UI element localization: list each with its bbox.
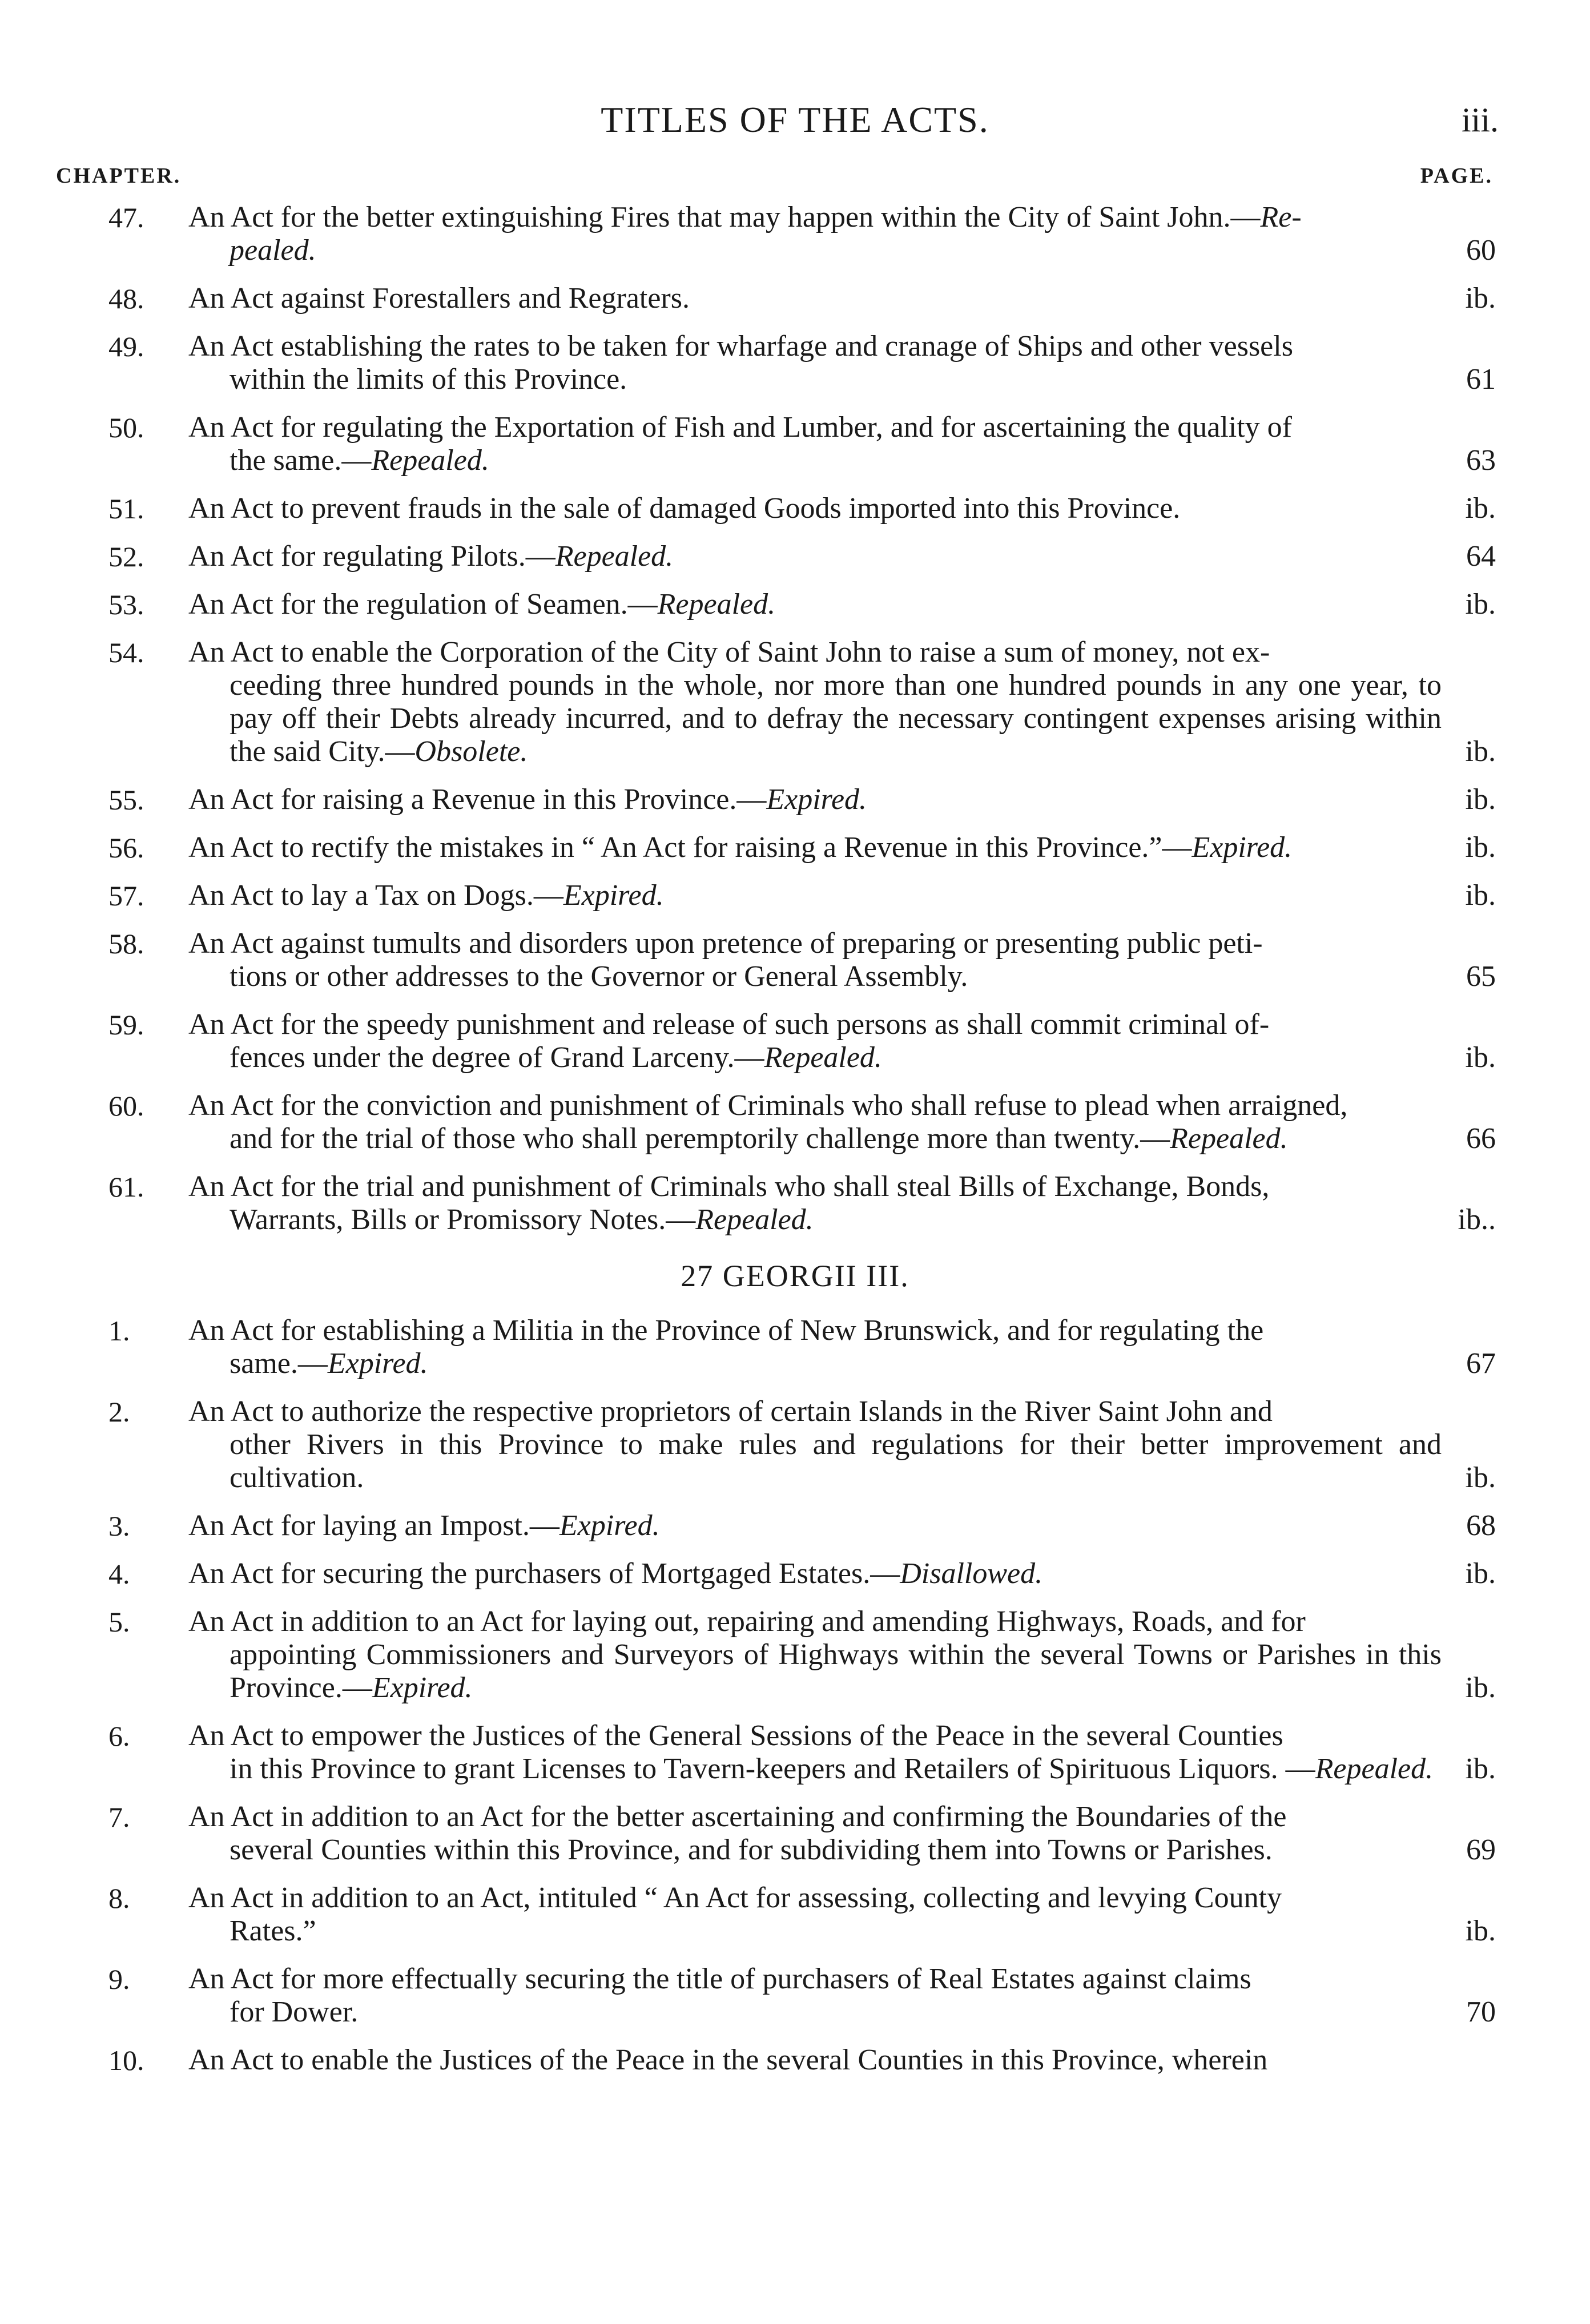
acts-list bbox=[0, 201, 1590, 2092]
act-title-first-line: An Act for regulating the Exportation of Fish and Lumber, and for ascertaining the quality of bbox=[188, 411, 1292, 444]
chapter-number: 10. bbox=[108, 2044, 144, 2076]
act-title bbox=[188, 1170, 1442, 1236]
status-note: Repealed. bbox=[371, 444, 489, 477]
page-reference: ib. bbox=[1465, 879, 1496, 912]
act-title-first-line: An Act establishing the rates to be taken for wharfage and cranage of Ships and other vessels bbox=[188, 330, 1293, 363]
page-reference: 70 bbox=[1466, 1996, 1496, 2028]
act-title-continuation bbox=[188, 960, 1442, 993]
continuation-text: Rates.” bbox=[230, 1915, 316, 1947]
page-reference: ib. bbox=[1465, 282, 1496, 315]
act-entry bbox=[0, 1509, 1590, 1542]
act-entry bbox=[0, 411, 1590, 477]
status-note: Expired. bbox=[327, 1347, 428, 1380]
act-title-continuation bbox=[188, 1428, 1442, 1495]
status-note: Repealed. bbox=[695, 1203, 814, 1236]
page-reference: 69 bbox=[1466, 1834, 1496, 1866]
act-entry bbox=[0, 879, 1590, 912]
act-title-continuation bbox=[188, 1915, 1442, 1948]
chapter-number: 6. bbox=[108, 1720, 130, 1752]
chapter-number: 58. bbox=[108, 928, 144, 960]
act-title-first-line: An Act to empower the Justices of the General Sessions of the Peace in the several Counties bbox=[188, 1719, 1283, 1752]
act-title-first-line: An Act to rectify the mistakes in “ An Act for raising a Revenue in this Province.”— bbox=[188, 831, 1192, 864]
status-note: Expired. bbox=[563, 879, 664, 912]
continuation-text: several Counties within this Province, and for subdividing them into Towns or Parishes. bbox=[230, 1834, 1273, 1866]
page-reference: ib. bbox=[1465, 588, 1496, 621]
act-title-first-line: An Act against tumults and disorders upon pretence of preparing or presenting public peti- bbox=[188, 927, 1263, 960]
acts-group-27-georgii bbox=[0, 1314, 1590, 2077]
status-note: Disallowed. bbox=[900, 1557, 1043, 1590]
act-title bbox=[188, 927, 1442, 993]
act-title-first-line: An Act for the speedy punishment and release of such persons as shall commit criminal of- bbox=[188, 1008, 1270, 1041]
act-title-first-line: An Act for establishing a Militia in the Province of New Brunswick, and for regulating the bbox=[188, 1314, 1264, 1347]
act-title bbox=[188, 636, 1442, 768]
acts-group-26-georgii bbox=[0, 201, 1590, 1236]
act-entry bbox=[0, 1089, 1590, 1155]
act-entry bbox=[0, 1395, 1590, 1495]
chapter-number: 5. bbox=[108, 1606, 130, 1638]
act-title-continuation bbox=[188, 1122, 1442, 1155]
continuation-text: same.— bbox=[230, 1347, 328, 1380]
act-title-first-line: An Act to authorize the respective proprietors of certain Islands in the River Saint John and bbox=[188, 1395, 1273, 1428]
status-note: Repealed. bbox=[764, 1041, 882, 1074]
act-title bbox=[188, 1008, 1442, 1074]
act-entry bbox=[0, 1605, 1590, 1705]
page-reference: ib. bbox=[1465, 492, 1496, 525]
act-title-continuation bbox=[188, 1041, 1442, 1074]
act-entry bbox=[0, 588, 1590, 621]
act-title-continuation bbox=[188, 669, 1442, 768]
act-title-continuation bbox=[188, 1834, 1442, 1867]
chapter-number: 9. bbox=[108, 1963, 130, 1995]
act-title-first-line: An Act for regulating Pilots.— bbox=[188, 540, 556, 573]
status-note: Expired. bbox=[372, 1671, 473, 1704]
act-entry bbox=[0, 282, 1590, 315]
status-note: Expired. bbox=[1192, 831, 1293, 864]
act-title-first-line: An Act for the trial and punishment of Criminals who shall steal Bills of Exchange, Bonds, bbox=[188, 1170, 1270, 1203]
chapter-number: 7. bbox=[108, 1801, 130, 1833]
act-title-continuation bbox=[188, 1996, 1442, 2029]
act-title bbox=[188, 1089, 1442, 1155]
act-title bbox=[188, 1605, 1442, 1705]
page-reference: ib. bbox=[1465, 1671, 1496, 1704]
page-reference: ib. bbox=[1465, 783, 1496, 816]
continuation-text: and for the trial of those who shall peremptorily challenge more than twenty.— bbox=[230, 1122, 1170, 1155]
act-entry bbox=[0, 636, 1590, 768]
act-title bbox=[188, 411, 1442, 477]
chapter-number: 55. bbox=[108, 784, 144, 816]
page-reference: 63 bbox=[1466, 444, 1496, 477]
page-reference: 64 bbox=[1466, 540, 1496, 573]
page-reference: ib. bbox=[1465, 1915, 1496, 1947]
act-entry bbox=[0, 783, 1590, 816]
page-reference: ib. bbox=[1465, 735, 1496, 768]
act-entry bbox=[0, 540, 1590, 573]
status-note: Obsolete. bbox=[414, 735, 528, 768]
page-reference: ib. bbox=[1465, 1753, 1496, 1785]
act-title bbox=[188, 2044, 1442, 2077]
status-note: Re- bbox=[1260, 201, 1302, 233]
act-title-first-line: An Act in addition to an Act for laying out, repairing and amending Highways, Roads, and for bbox=[188, 1605, 1306, 1638]
act-title bbox=[188, 492, 1442, 525]
act-entry bbox=[0, 492, 1590, 525]
chapter-column-header: CHAPTER. bbox=[56, 164, 182, 188]
status-note: Repealed. bbox=[555, 540, 674, 573]
act-entry bbox=[0, 1719, 1590, 1786]
continuation-text: within the limits of this Province. bbox=[230, 363, 627, 396]
act-title bbox=[188, 879, 1442, 912]
act-entry bbox=[0, 1008, 1590, 1074]
page-reference: 68 bbox=[1466, 1509, 1496, 1542]
chapter-number: 51. bbox=[108, 493, 144, 525]
act-title bbox=[188, 1509, 1442, 1542]
act-entry bbox=[0, 1882, 1590, 1948]
act-title bbox=[188, 1801, 1442, 1867]
act-title bbox=[188, 1314, 1442, 1380]
continuation-text: the same.— bbox=[230, 444, 372, 477]
act-entry bbox=[0, 201, 1590, 267]
act-title-continuation bbox=[188, 1347, 1442, 1380]
act-title bbox=[188, 831, 1442, 864]
act-title-first-line: An Act for the conviction and punishment of Criminals who shall refuse to plead when arraigned, bbox=[188, 1089, 1348, 1122]
chapter-number: 3. bbox=[108, 1510, 130, 1542]
act-title-first-line: An Act to enable the Corporation of the City of Saint John to raise a sum of money, not ex- bbox=[188, 636, 1270, 668]
act-entry bbox=[0, 927, 1590, 993]
act-title-continuation bbox=[188, 1753, 1442, 1786]
chapter-number: 2. bbox=[108, 1396, 130, 1428]
chapter-number: 49. bbox=[108, 331, 144, 363]
chapter-number: 48. bbox=[108, 283, 144, 315]
page-reference: ib. bbox=[1465, 831, 1496, 864]
chapter-number: 8. bbox=[108, 1882, 130, 1914]
status-note: Repealed. bbox=[657, 588, 776, 621]
act-title bbox=[188, 1963, 1442, 2029]
page-reference: 65 bbox=[1466, 960, 1496, 993]
act-title-first-line: An Act for more effectually securing the title of purchasers of Real Estates against claims bbox=[188, 1963, 1251, 1995]
act-entry bbox=[0, 330, 1590, 396]
status-note: Expired. bbox=[559, 1509, 660, 1542]
act-title bbox=[188, 540, 1442, 573]
act-entry bbox=[0, 1314, 1590, 1380]
act-title-first-line: An Act to lay a Tax on Dogs.— bbox=[188, 879, 563, 912]
continuation-text: ceeding three hundred pounds in the whole, nor more than one hundred pounds in any one year, to pay off their Debts already incurred, and to defray the necessary contingent expenses arising within the said City.— bbox=[230, 669, 1442, 768]
chapter-number: 59. bbox=[108, 1009, 144, 1041]
act-entry bbox=[0, 2044, 1590, 2077]
act-title bbox=[188, 1395, 1442, 1495]
chapter-number: 1. bbox=[108, 1315, 130, 1347]
act-title-first-line: An Act in addition to an Act, intituled “ An Act for assessing, collecting and levying County bbox=[188, 1882, 1282, 1914]
page-reference: ib.. bbox=[1458, 1203, 1496, 1236]
act-title bbox=[188, 1557, 1442, 1590]
folio-number: iii. bbox=[1461, 101, 1499, 139]
status-note: Expired. bbox=[766, 783, 867, 816]
act-title-first-line: An Act for securing the purchasers of Mortgaged Estates.— bbox=[188, 1557, 900, 1590]
act-title-continuation bbox=[188, 444, 1442, 477]
continuation-text: appointing Commissioners and Surveyors of Highways within the several Towns or Parishes in this Province.— bbox=[230, 1638, 1442, 1704]
chapter-number: 60. bbox=[108, 1090, 144, 1122]
act-title-first-line: An Act against Forestallers and Regraters. bbox=[188, 282, 690, 315]
act-title-continuation bbox=[188, 234, 1442, 267]
act-title-first-line: An Act for raising a Revenue in this Province.— bbox=[188, 783, 767, 816]
page-reference: 60 bbox=[1466, 234, 1496, 267]
chapter-number: 57. bbox=[108, 880, 144, 912]
chapter-number: 53. bbox=[108, 589, 144, 621]
continuation-text: other Rivers in this Province to make rules and regulations for their better improvement and cultivation. bbox=[230, 1428, 1442, 1494]
act-entry bbox=[0, 1557, 1590, 1590]
running-head bbox=[0, 97, 1590, 143]
continuation-text: Warrants, Bills or Promissory Notes.— bbox=[230, 1203, 696, 1236]
act-title bbox=[188, 282, 1442, 315]
act-title-continuation bbox=[188, 363, 1442, 396]
chapter-number: 50. bbox=[108, 412, 144, 444]
chapter-number: 47. bbox=[108, 202, 144, 233]
status-note: pealed. bbox=[230, 234, 316, 267]
act-title bbox=[188, 1719, 1442, 1786]
act-title bbox=[188, 1882, 1442, 1948]
act-title bbox=[188, 201, 1442, 267]
act-title-first-line: An Act to prevent frauds in the sale of damaged Goods imported into this Province. bbox=[188, 492, 1181, 525]
act-title-first-line: An Act for the better extinguishing Fires that may happen within the City of Saint John.— bbox=[188, 201, 1261, 233]
continuation-text: for Dower. bbox=[230, 1996, 359, 2028]
act-entry bbox=[0, 831, 1590, 864]
page-reference: ib. bbox=[1465, 1041, 1496, 1074]
section-heading: 27 GEORGII III. bbox=[681, 1259, 909, 1293]
chapter-number: 56. bbox=[108, 832, 144, 864]
status-note: Repealed. bbox=[1170, 1122, 1288, 1155]
page-reference: 67 bbox=[1466, 1347, 1496, 1380]
act-entry bbox=[0, 1170, 1590, 1236]
status-note: Repealed. bbox=[1315, 1753, 1434, 1785]
continuation-text: fences under the degree of Grand Larceny.— bbox=[230, 1041, 764, 1074]
chapter-number: 54. bbox=[108, 637, 144, 668]
page-reference: 61 bbox=[1466, 363, 1496, 396]
act-title bbox=[188, 783, 1442, 816]
page-reference: 66 bbox=[1466, 1122, 1496, 1155]
continuation-text: in this Province to grant Licenses to Tavern-keepers and Retailers of Spirituous Liquors. — bbox=[230, 1753, 1315, 1785]
page-reference: ib. bbox=[1465, 1461, 1496, 1494]
column-headers bbox=[0, 159, 1590, 193]
act-title-first-line: An Act to enable the Justices of the Peace in the several Counties in this Province, wherein bbox=[188, 2044, 1268, 2076]
act-title bbox=[188, 330, 1442, 396]
act-title-continuation bbox=[188, 1203, 1442, 1236]
act-title-continuation bbox=[188, 1638, 1442, 1705]
page-column-header: PAGE. bbox=[1420, 164, 1493, 188]
act-title bbox=[188, 588, 1442, 621]
act-title-first-line: An Act in addition to an Act for the better ascertaining and confirming the Boundaries of the bbox=[188, 1801, 1287, 1833]
act-entry bbox=[0, 1801, 1590, 1867]
page-title: TITLES OF THE ACTS. bbox=[601, 99, 989, 140]
page-reference: ib. bbox=[1465, 1557, 1496, 1590]
continuation-text: tions or other addresses to the Governor or General Assembly. bbox=[230, 960, 968, 993]
act-entry bbox=[0, 1963, 1590, 2029]
act-title-first-line: An Act for laying an Impost.— bbox=[188, 1509, 559, 1542]
chapter-number: 52. bbox=[108, 541, 144, 573]
chapter-number: 4. bbox=[108, 1558, 130, 1590]
act-title-first-line: An Act for the regulation of Seamen.— bbox=[188, 588, 658, 621]
chapter-number: 61. bbox=[108, 1171, 144, 1203]
